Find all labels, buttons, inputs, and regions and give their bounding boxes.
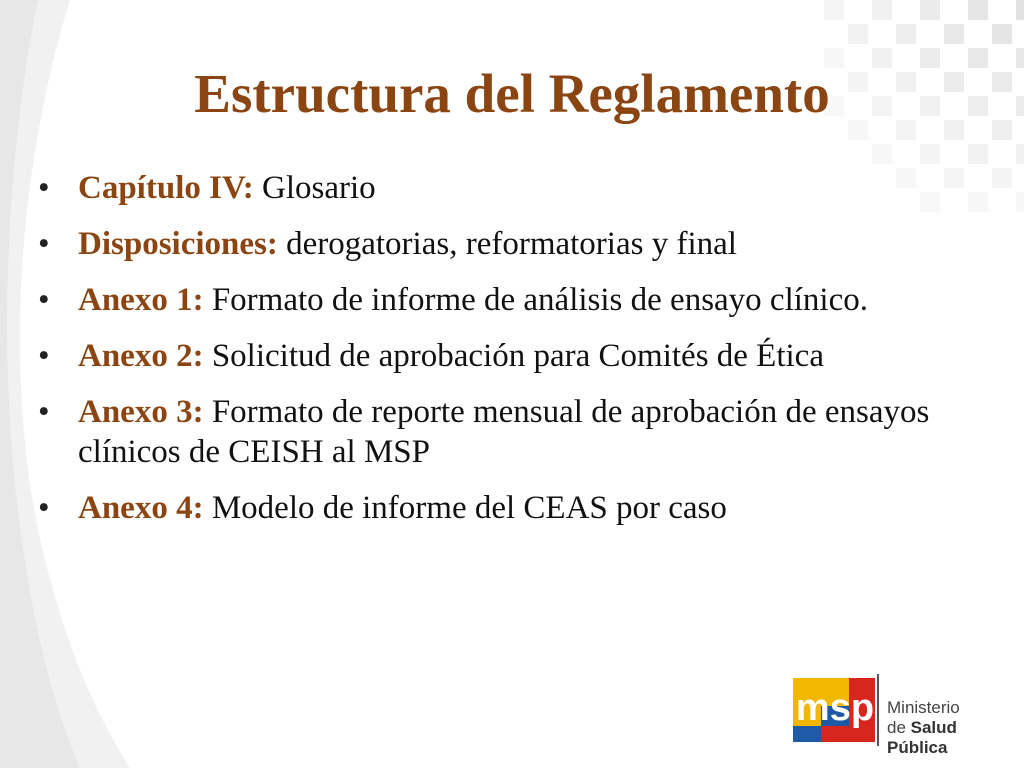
bullet-item [38, 336, 998, 376]
mosaic-tile [920, 0, 940, 20]
bullet-icon: • [38, 394, 50, 430]
mosaic-tile [944, 24, 964, 44]
bullet-list [38, 168, 998, 544]
mosaic-tile [1016, 192, 1024, 212]
mosaic-tile [920, 144, 940, 164]
msp-logo-mark [793, 668, 877, 752]
bullet-icon: • [38, 338, 50, 374]
bullet-text: Solicitud de aprobación para Comités de Ética [203, 338, 824, 374]
logo-separator [877, 674, 879, 746]
mosaic-tile [824, 0, 844, 20]
bullet-term: Anexo 2: [78, 338, 204, 374]
slide-title: Estructura del Reglamento [194, 63, 830, 124]
mosaic-tile [872, 0, 892, 20]
bullet-icon: • [38, 170, 50, 206]
bullet-text: derogatorias, reformatorias y final [277, 226, 737, 262]
logo-line-2-bold: Salud Pública [887, 718, 957, 757]
logo-mark-text: msp [795, 687, 875, 729]
bullet-term: Anexo 1: [78, 282, 204, 318]
bullet-text: Formato de reporte mensual de aprobación de ensayos clínicos de CEISH al MSP [78, 394, 930, 470]
bullet-term: Anexo 4: [78, 490, 204, 526]
msp-logo [793, 668, 1013, 757]
mosaic-tile [896, 24, 916, 44]
mosaic-tile [1016, 144, 1024, 164]
logo-line-1: Ministerio [887, 698, 960, 717]
bullet-icon: • [38, 490, 50, 526]
bullet-text: Glosario [253, 170, 376, 206]
bullet-text: Modelo de informe del CEAS por caso [203, 490, 727, 526]
logo-text [887, 698, 1013, 758]
logo-line-2-prefix: de [887, 718, 911, 737]
mosaic-tile [992, 24, 1012, 44]
bullet-item [38, 224, 998, 264]
bullet-item [38, 168, 998, 208]
bullet-item [38, 488, 998, 528]
mosaic-tile [848, 24, 868, 44]
bullet-term: Anexo 3: [78, 394, 204, 430]
mosaic-tile [1016, 0, 1024, 20]
mosaic-tile [968, 0, 988, 20]
mosaic-tile [968, 144, 988, 164]
logo-line-2 [887, 718, 1013, 758]
bullet-term: Capítulo IV: [78, 170, 254, 206]
bullet-term: Disposiciones: [78, 226, 278, 262]
bullet-icon: • [38, 282, 50, 318]
bullet-item [38, 280, 998, 320]
bullet-item [38, 392, 998, 472]
bullet-icon: • [38, 226, 50, 262]
bullet-text: Formato de informe de análisis de ensayo clínico. [203, 282, 868, 318]
mosaic-tile [872, 144, 892, 164]
